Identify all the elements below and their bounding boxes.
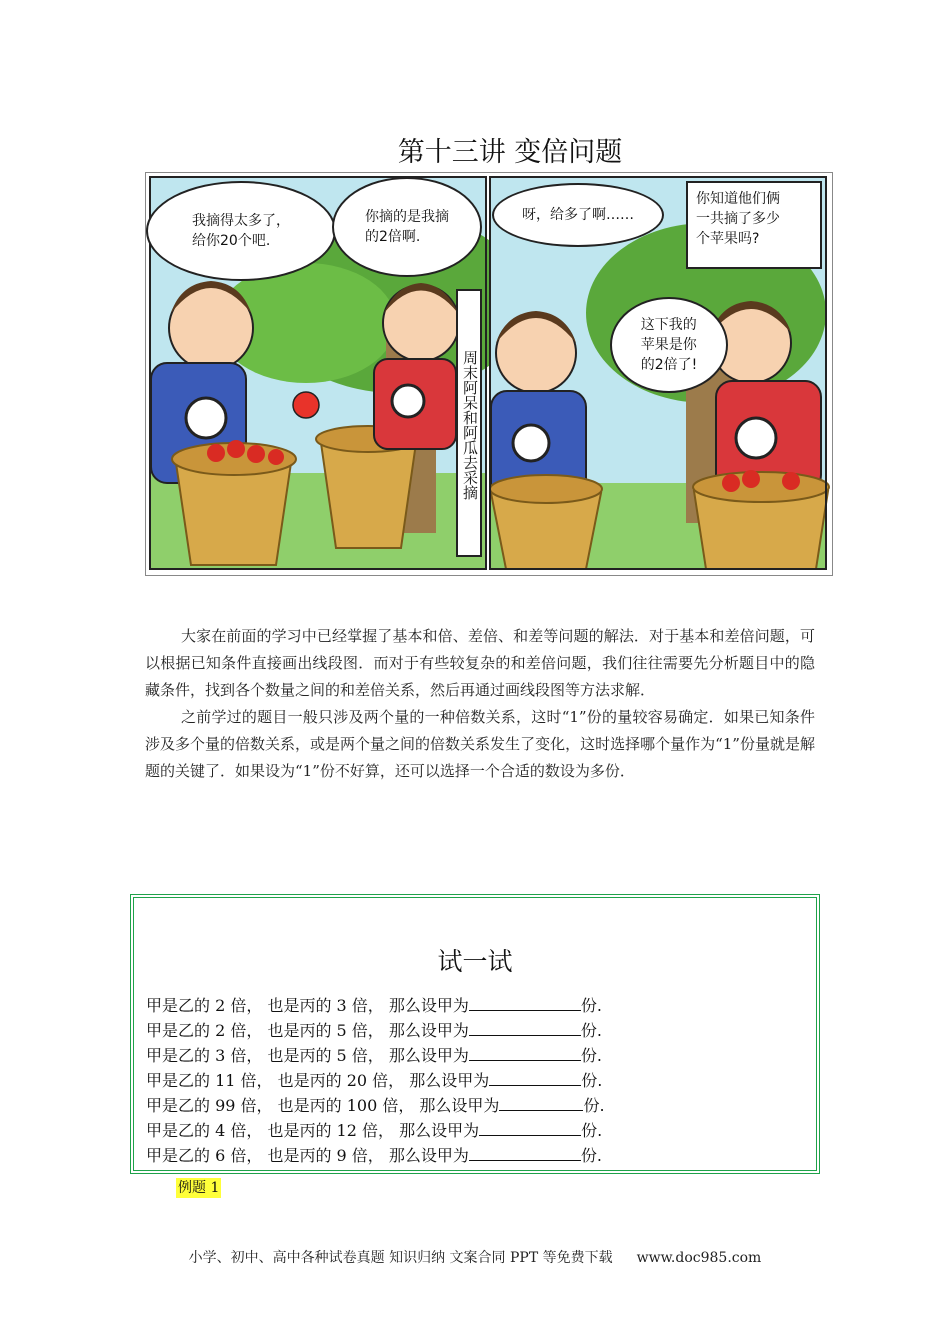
answer-blank[interactable] bbox=[469, 1144, 581, 1161]
footer-url[interactable]: www.doc985.com bbox=[636, 1250, 762, 1266]
question-4: 甲是乙的 11 倍， 也是丙的 20 倍， 那么设甲为 份. bbox=[146, 1071, 603, 1090]
question-5: 甲是乙的 99 倍， 也是丙的 100 倍， 那么设甲为 份. bbox=[146, 1096, 605, 1115]
speech-bubble-4: 这下我的 苹果是你 的2倍了! bbox=[610, 297, 728, 393]
question-6: 甲是乙的 4 倍， 也是丙的 12 倍， 那么设甲为 份. bbox=[146, 1121, 603, 1140]
answer-blank[interactable] bbox=[469, 1019, 581, 1036]
answer-blank[interactable] bbox=[469, 1044, 581, 1061]
page-footer bbox=[0, 1247, 950, 1267]
try-it-questions bbox=[146, 993, 605, 1168]
speech-bubble-1: 我摘得太多了， 给你20个吧. bbox=[146, 181, 336, 281]
answer-blank[interactable] bbox=[489, 1069, 581, 1086]
speech-bubble-2: 你摘的是我摘 的2倍啊. bbox=[332, 177, 482, 277]
question-1: 甲是乙的 2 倍， 也是丙的 3 倍， 那么设甲为 份. bbox=[146, 996, 602, 1015]
comic-caption: 周末阿呆和阿瓜去采摘 bbox=[456, 289, 482, 557]
intro-text bbox=[145, 623, 815, 785]
narration-box: 你知道他们俩 一共摘了多少 个苹果吗? bbox=[686, 181, 822, 269]
page-title: 第十三讲 变倍问题 bbox=[397, 137, 623, 168]
try-it-box bbox=[130, 894, 820, 1174]
speech-bubble-3: 呀，给多了啊…… bbox=[492, 183, 664, 247]
question-2: 甲是乙的 2 倍， 也是丙的 5 倍， 那么设甲为 份. bbox=[146, 1021, 602, 1040]
answer-blank[interactable] bbox=[479, 1119, 581, 1136]
intro-paragraph-2: 之前学过的题目一般只涉及两个量的一种倍数关系，这时“1”份的量较容易确定．如果已知条件涉及多个量的倍数关系，或是两个量之间的倍数关系发生了变化，这时选择哪个量作为“1”份量就是解题的关键了．如果设为“1”份不好算，还可以选择一个合适的数设为多份． bbox=[145, 708, 815, 780]
footer-text: 小学、初中、高中各种试卷真题 知识归纳 文案合同 PPT 等免费下载 bbox=[188, 1250, 613, 1266]
answer-blank[interactable] bbox=[469, 994, 581, 1011]
intro-paragraph-1: 大家在前面的学习中已经掌握了基本和倍、差倍、和差等问题的解法．对于基本和差倍问题，可以根据已知条件直接画出线段图．而对于有些较复杂的和差倍问题，我们往往需要先分析题目中的隐藏条件，找到各个数量之间的和差倍关系，然后再通过画线段图等方法求解． bbox=[145, 627, 815, 699]
answer-blank[interactable] bbox=[499, 1094, 583, 1111]
question-3: 甲是乙的 3 倍， 也是丙的 5 倍， 那么设甲为 份. bbox=[146, 1046, 602, 1065]
comic-illustration bbox=[145, 172, 833, 576]
question-7: 甲是乙的 6 倍， 也是丙的 9 倍， 那么设甲为 份. bbox=[146, 1146, 602, 1165]
example-label: 例题 1 bbox=[178, 1180, 220, 1196]
try-it-title: 试一试 bbox=[437, 947, 513, 976]
